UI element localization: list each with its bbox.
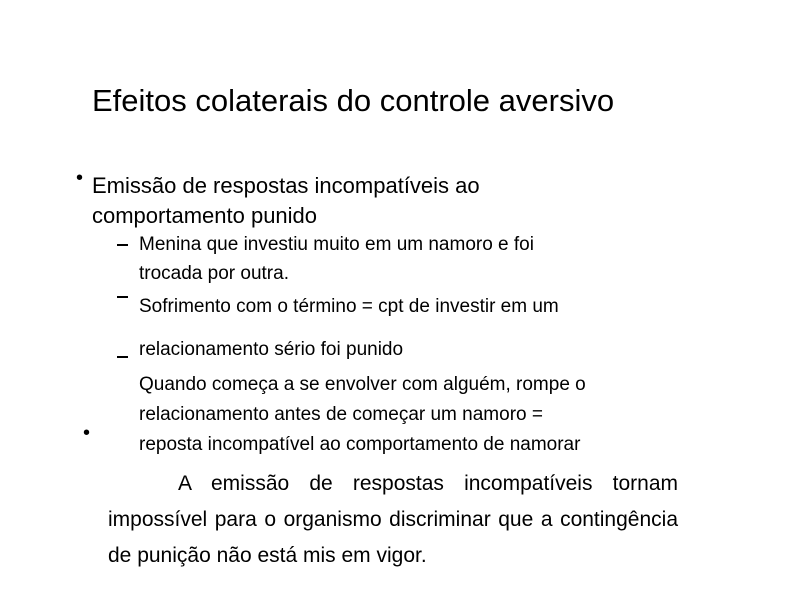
sub-bullet-line: Menina que investiu muito em um namoro e foi xyxy=(139,234,534,255)
sub-bullet-line: relacionamento antes de começar um namoro = xyxy=(139,404,543,425)
dash-icon xyxy=(117,244,128,246)
sub-bullet-line: trocada por outra. xyxy=(139,263,289,284)
dash-icon xyxy=(117,356,128,358)
slide-title: Efeitos colaterais do controle aversivo xyxy=(92,83,615,118)
sub-bullet-line: relacionamento sério foi punido xyxy=(139,339,404,360)
sub-bullet-line: Quando começa a se envolver com alguém, rompe o xyxy=(139,374,586,395)
bullet-2-text: A emissão de respostas incompatíveis tornam impossível para o organismo discriminar que a contingência de punição não está mis em vigor. xyxy=(108,472,678,567)
sub-bullet-line: reposta incompatível ao comportamento de namorar xyxy=(139,434,581,455)
bullet-marker-1: • xyxy=(76,167,84,189)
bullet-marker-2: • xyxy=(83,422,91,444)
bullet-1-line-1: Emissão de respostas incompatíveis ao xyxy=(92,173,480,198)
bullet-1-text xyxy=(92,171,480,231)
sub-bullet-line: Sofrimento com o término = cpt de investir em um xyxy=(139,296,559,317)
dash-icon xyxy=(117,296,128,298)
bullet-1-line-2: comportamento punido xyxy=(92,203,318,228)
